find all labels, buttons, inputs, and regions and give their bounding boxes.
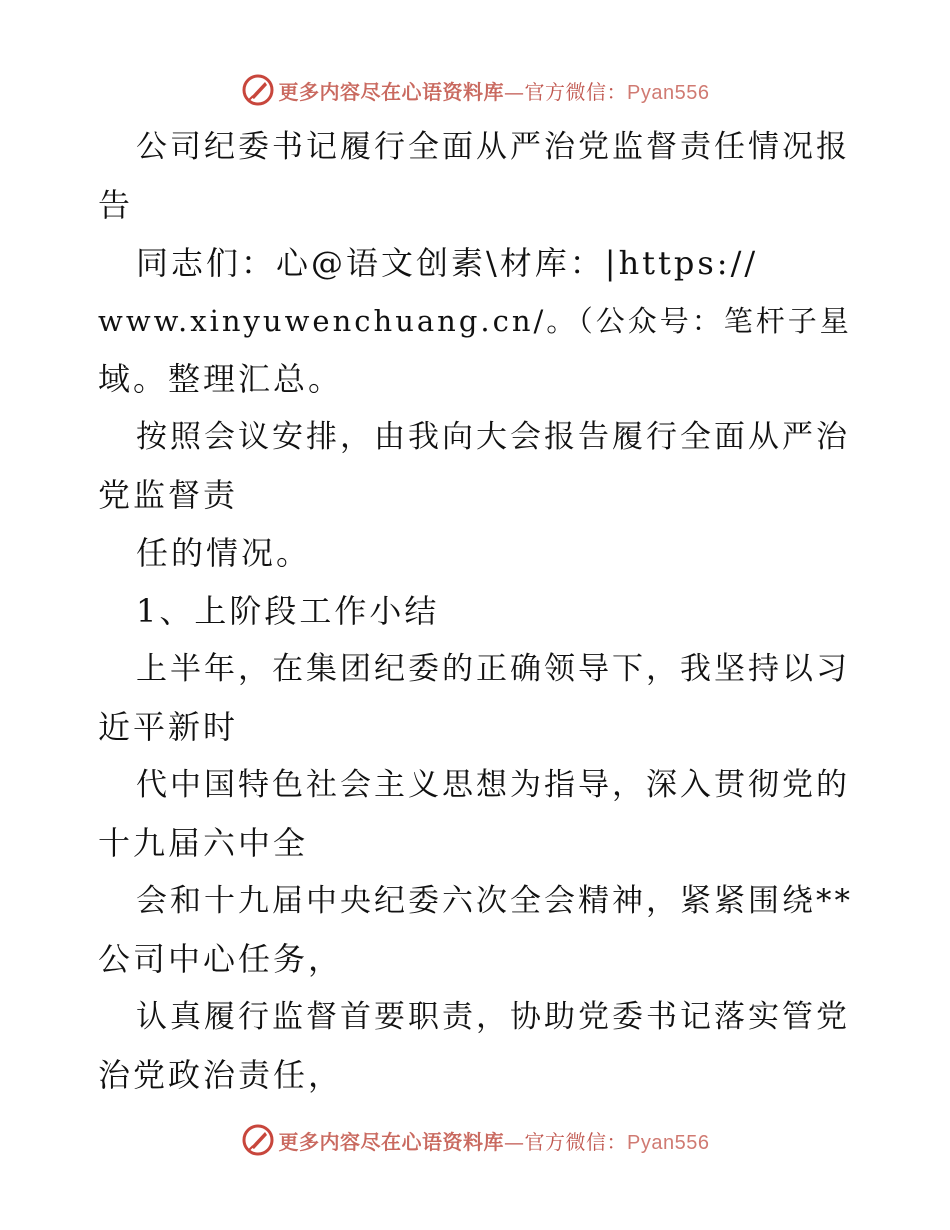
footer-banner — [0, 1120, 950, 1160]
doc-section-heading: 1、上阶段工作小结 — [136, 592, 440, 630]
doc-title-line-2: 告 — [98, 186, 134, 224]
doc-title-line-1: 公司纪委书记履行全面从严治党监督责任情况报 — [136, 129, 850, 165]
doc-line-16: 认真履行监督首要职责，协助党委书记落实管党 — [136, 999, 850, 1035]
header-banner — [0, 70, 950, 110]
doc-line-5: 域。整理汇总。 — [98, 360, 344, 398]
doc-line-11: 近平新时 — [98, 708, 239, 746]
footer-brand: 更多内容尽在心语资料库 — [278, 1129, 505, 1154]
doc-line-17: 治党政治责任， — [98, 1056, 344, 1094]
header-brand: 更多内容尽在心语资料库 — [278, 79, 505, 104]
document-body — [98, 118, 858, 1104]
footer-banner-text — [279, 1126, 710, 1155]
header-banner-text — [279, 76, 710, 105]
doc-line-12: 代中国特色社会主义思想为指导，深入贯彻党的 — [136, 767, 850, 803]
doc-line-14: 会和十九届中央纪委六次全会精神，紧紧围绕** — [136, 883, 853, 919]
footer-wechat-handle: Pyan556 — [627, 1131, 710, 1154]
header-wechat-handle: Pyan556 — [627, 81, 710, 104]
doc-line-6: 按照会议安排，由我向大会报告履行全面从严治 — [136, 419, 850, 455]
header-dash: — — [504, 79, 525, 104]
doc-line-8: 任的情况。 — [136, 534, 312, 572]
quill-logo-icon — [241, 73, 275, 107]
doc-line-10: 上半年，在集团纪委的正确领导下，我坚持以习 — [136, 651, 850, 687]
doc-line-4: www.xinyuwenchuang.cn/。（公众号：笔杆子星 — [98, 304, 852, 338]
doc-line-13: 十九届六中全 — [98, 824, 309, 862]
footer-wechat-label: 官方微信： — [524, 1129, 628, 1154]
doc-line-3: 同志们：心@语文创素\材库：|https:// — [136, 244, 759, 282]
header-wechat-label: 官方微信： — [524, 79, 628, 104]
doc-line-15: 公司中心任务， — [98, 940, 344, 978]
doc-line-7: 党监督责 — [98, 476, 239, 514]
footer-dash: — — [504, 1129, 525, 1154]
quill-logo-icon — [241, 1123, 275, 1157]
